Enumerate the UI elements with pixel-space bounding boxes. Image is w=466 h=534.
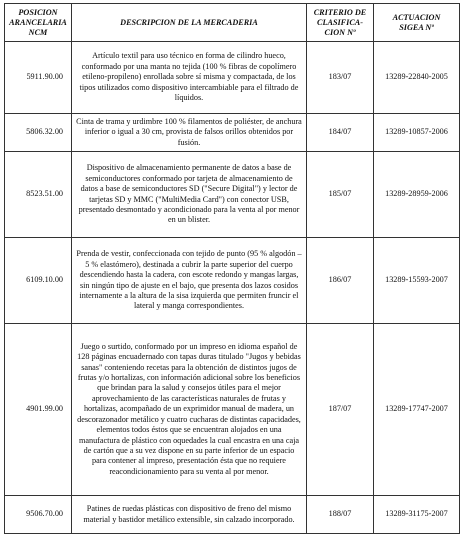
cell-posicion: 6109.10.00: [5, 238, 72, 324]
cell-actuacion: 13289-28959-2006: [374, 152, 460, 238]
table-row: [5, 114, 460, 152]
cell-descripcion: Artículo textil para uso técnico en forma de cilindro hueco, conformado por una manta no tejida (100 % fibras de copolímero etileno-propileno) enrollada sobre sí misma y compactada, de los tipos utilizados como dispositivo intercambiable para el filtrado de líquidos.: [72, 42, 307, 114]
cell-criterio: 188/07: [307, 496, 374, 534]
table-row: [5, 152, 460, 238]
header-descripcion: DESCRIPCION DE LA MERCADERIA: [72, 4, 307, 42]
header-row: [5, 4, 460, 42]
cell-posicion: 4901.99.00: [5, 324, 72, 496]
table-header: [5, 4, 460, 42]
cell-actuacion: 13289-15593-2007: [374, 238, 460, 324]
table-row: [5, 42, 460, 114]
cell-posicion: 9506.70.00: [5, 496, 72, 534]
cell-actuacion: 13289-17747-2007: [374, 324, 460, 496]
classification-table: [4, 3, 460, 534]
header-criterio: CRITERIO DE CLASIFICA- CION Nº: [307, 4, 374, 42]
cell-actuacion: 13289-31175-2007: [374, 496, 460, 534]
cell-actuacion: 13289-10857-2006: [374, 114, 460, 152]
table-row: [5, 238, 460, 324]
cell-descripcion: Juego o surtido, conformado por un impreso en idioma español de 128 páginas encuadernado con tapas duras titulado "Jugos y bebidas sanas" conteniendo recetas para la obtención de distintos jugos de frutas y/o hortalizas, con información adicional sobre los beneficios que brindan para la salud y consejos útiles para el mejor aprovechamiento de las características naturales de frutas y hortalizas, acompañado de un exprimidor manual de madera, un descorazonador metálico y cuatro cucharas de distintas capacidades, elementos todos éstos que se encuentran alojados en una manufactura de plástico con oquedades la cual encastra en una caja de cartón que a su vez dispone en su parte inferior de un espacio para contener al impreso, presentación ésta que no requiere reacondicionamiento para su venta al por menor.: [72, 324, 307, 496]
table-body: [5, 42, 460, 534]
cell-descripcion: Cinta de trama y urdimbre 100 % filamentos de poliéster, de anchura inferior o igual a 30 cm, provista de falsos orillos obtenidos por fusión.: [72, 114, 307, 152]
cell-posicion: 8523.51.00: [5, 152, 72, 238]
cell-criterio: 187/07: [307, 324, 374, 496]
cell-descripcion: Patines de ruedas plásticas con dispositivo de freno del mismo material y bastidor metálico extensible, sin calzado incorporado.: [72, 496, 307, 534]
table-row: [5, 324, 460, 496]
cell-criterio: 184/07: [307, 114, 374, 152]
cell-criterio: 185/07: [307, 152, 374, 238]
header-posicion: POSICION ARANCELARIA NCM: [5, 4, 72, 42]
cell-descripcion: Prenda de vestir, confeccionada con tejido de punto (95 % algodón – 5 % elastómero), destinada a cubrir la parte superior del cuerpo descendiendo hasta la cadera, con escote redondo y mangas largas, sin ningún tipo de ajuste en el bajo, que presenta dos lazos cosidos internamente a la altura de la sisa izquierda que permiten fruncir el lateral y manga correspondientes.: [72, 238, 307, 324]
cell-posicion: 5911.90.00: [5, 42, 72, 114]
table-row: [5, 496, 460, 534]
cell-actuacion: 13289-22840-2005: [374, 42, 460, 114]
header-actuacion: ACTUACION SIGEA Nº: [374, 4, 460, 42]
cell-criterio: 186/07: [307, 238, 374, 324]
cell-posicion: 5806.32.00: [5, 114, 72, 152]
cell-descripcion: Dispositivo de almacenamiento permanente de datos a base de semiconductores conformado por tarjeta de almacenamiento de datos a base de semiconductores SD ("Secure Digital") y lector de tarjetas SD y MMC ("MultiMedia Card") con conector USB, presentado desmontado y acondicionado para la venta al por menor en un blister.: [72, 152, 307, 238]
cell-criterio: 183/07: [307, 42, 374, 114]
